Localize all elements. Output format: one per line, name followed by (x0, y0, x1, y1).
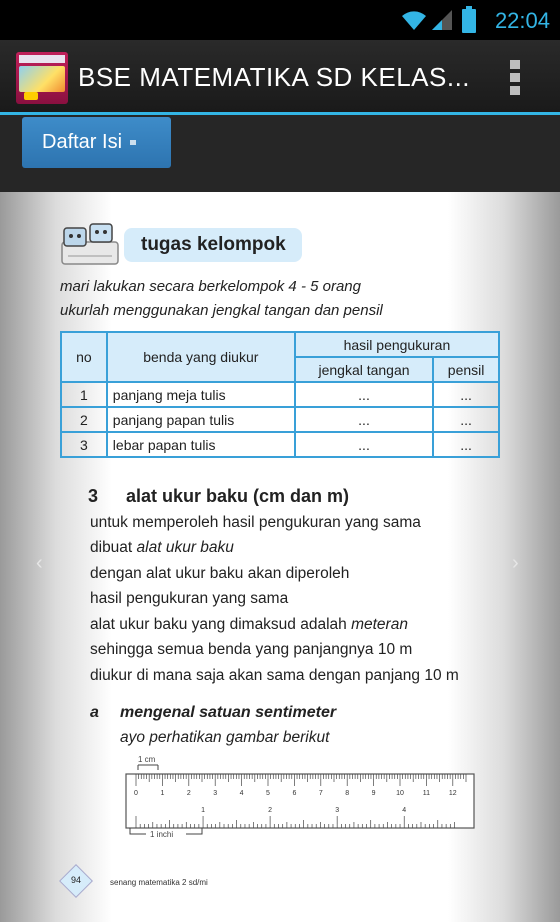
footer-book-title: senang matematika 2 sd/mi (110, 878, 208, 887)
body-text: untuk memperoleh hasil pengukuran yang sama (90, 514, 421, 531)
cm-tick-label: 8 (345, 790, 350, 797)
body-text: dengan alat ukur baku akan diperoleh (90, 565, 350, 582)
measurement-table (60, 331, 500, 458)
row-pencil: ... (433, 432, 499, 457)
row-no: 2 (61, 407, 107, 432)
cm-tick-label: 7 (318, 790, 323, 797)
overflow-menu-icon[interactable] (510, 60, 522, 96)
page-viewer[interactable] (0, 192, 560, 922)
section-title: alat ukur baku (cm dan m) (126, 486, 350, 506)
app-title: BSE MATEMATIKA SD KELAS... (78, 62, 471, 92)
cm-tick-label: 3 (213, 790, 218, 797)
header-no: no (61, 332, 107, 382)
row-object: panjang meja tulis (107, 382, 295, 407)
box-title: tugas kelompok (124, 228, 302, 262)
header-object: benda yang diukur (107, 332, 295, 382)
cm-tick-label: 2 (186, 790, 191, 797)
inch-tick-label: 1 (201, 807, 206, 814)
cm-tick-label: 5 (266, 790, 270, 797)
section-number: 3 (88, 486, 99, 506)
row-object: lebar papan tulis (107, 432, 295, 457)
signal-icon (428, 8, 454, 32)
page-number: 94 (70, 875, 81, 885)
toc-button-label: Daftar Isi (42, 131, 123, 153)
header-result: hasil pengukuran (295, 332, 499, 357)
body-text: alat ukur baku yang dimaksud adalah meteran (90, 616, 408, 633)
body-italic: alat ukur baku (136, 539, 234, 556)
wifi-icon (400, 8, 428, 32)
cm-tick-label: 11 (422, 790, 431, 797)
inch-tick-label: 3 (335, 807, 340, 814)
battery-icon (462, 9, 476, 33)
group-work-icon (58, 222, 122, 268)
cm-tick-label: 1 (160, 790, 165, 797)
row-no: 3 (61, 432, 107, 457)
subsection-letter: a (90, 704, 99, 721)
header-pencil: pensil (433, 357, 499, 382)
prev-page-arrow[interactable]: ‹ (36, 552, 43, 574)
dropdown-caret-icon (130, 140, 136, 145)
next-page-arrow[interactable]: › (512, 552, 519, 574)
toolbar (0, 115, 560, 192)
clock: 22:04 (494, 8, 550, 33)
cm-tick-label: 10 (396, 790, 404, 797)
cm-tick-label: 0 (134, 790, 138, 797)
subsection-description: ayo perhatikan gambar berikut (120, 729, 330, 746)
svg-text:1 inchi: 1 inchi (150, 830, 174, 839)
body-text: diukur di mana saja akan sama dengan panjang 10 m (90, 667, 459, 684)
table-row (61, 432, 499, 457)
cm-tick-label: 12 (448, 790, 457, 797)
action-bar (0, 40, 560, 112)
ruler-figure (120, 754, 480, 846)
inch-tick-label: 4 (402, 807, 407, 814)
row-hand-span: ... (295, 382, 433, 407)
body-text: sehingga semua benda yang panjangnya 10 m (90, 641, 413, 658)
row-pencil: ... (433, 382, 499, 407)
instruction-line: mari lakukan secara berkelompok 4 - 5 orang (60, 278, 361, 295)
row-pencil: ... (433, 407, 499, 432)
body-text: dibuat alat ukur baku (90, 539, 234, 556)
instruction-line: ukurlah menggunakan jengkal tangan dan pensil (60, 302, 383, 319)
cm-tick-label: 4 (239, 790, 244, 797)
row-object: panjang papan tulis (107, 407, 295, 432)
header-hand-span: jengkal tangan (295, 357, 433, 382)
app-icon (16, 52, 68, 104)
row-hand-span: ... (295, 432, 433, 457)
inch-tick-label: 2 (268, 807, 273, 814)
cm-tick-label: 6 (292, 790, 297, 797)
subsection-title: mengenal satuan sentimeter (120, 704, 337, 721)
status-bar (0, 0, 560, 40)
row-no: 1 (61, 382, 107, 407)
table-row (61, 407, 499, 432)
svg-text:1 cm: 1 cm (138, 755, 156, 764)
body-text: hasil pengukuran yang sama (90, 590, 289, 607)
row-hand-span: ... (295, 407, 433, 432)
table-row (61, 382, 499, 407)
table-of-contents-button[interactable] (22, 117, 171, 168)
body-italic: meteran (351, 616, 408, 633)
cm-tick-label: 9 (371, 790, 376, 797)
